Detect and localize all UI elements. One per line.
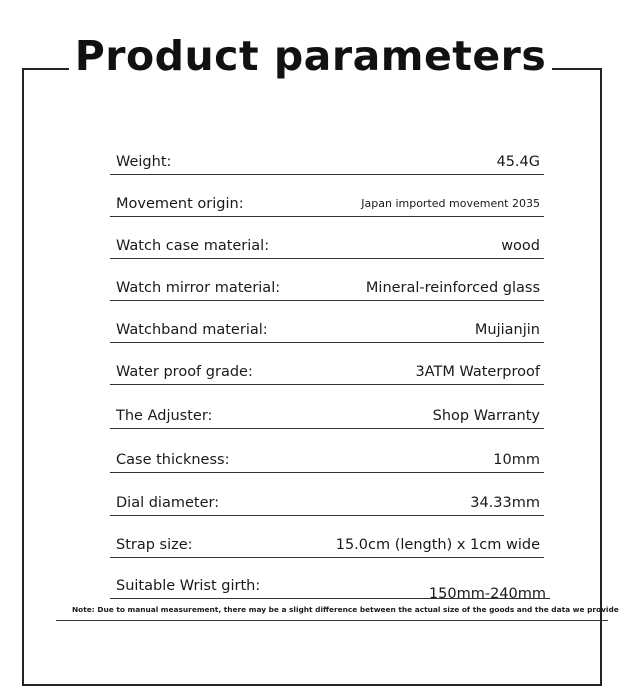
parameter-value: 45.4G <box>496 154 540 170</box>
parameter-row-mirror-material <box>110 274 544 301</box>
parameter-row-watchband-material <box>110 316 544 343</box>
parameter-value: Mineral-reinforced glass <box>365 280 540 296</box>
parameter-value: 3ATM Waterproof <box>415 364 540 380</box>
parameter-label: Weight: <box>116 154 172 170</box>
parameter-row-case-thickness <box>110 446 544 473</box>
parameter-value: Shop Warranty <box>432 408 540 424</box>
parameter-value: 150mm-240mm <box>428 586 546 602</box>
measurement-note: Note: Due to manual measurement, there may be a slight difference between the actual size of the goods and the data we provide <box>72 605 619 614</box>
parameter-row-wrist-girth <box>110 572 550 602</box>
parameter-label: Strap size: <box>116 537 193 553</box>
parameter-row-adjuster <box>110 402 544 429</box>
note-divider <box>56 620 608 621</box>
parameter-value: 15.0cm (length) x 1cm wide <box>335 537 540 553</box>
parameter-label: Movement origin: <box>116 196 244 212</box>
parameter-row-dial-diameter <box>110 489 544 516</box>
parameter-row-case-material <box>110 232 544 259</box>
parameter-label: Watchband material: <box>116 322 268 338</box>
parameter-row-strap-size <box>110 531 544 558</box>
title-container <box>0 30 621 82</box>
parameter-value: wood <box>501 238 540 254</box>
parameter-row-water-proof <box>110 358 544 385</box>
parameter-label: Dial diameter: <box>116 495 220 511</box>
parameter-value: Japan imported movement 2035 <box>361 197 540 210</box>
parameter-label: Case thickness: <box>116 452 230 468</box>
parameter-value: 10mm <box>493 452 540 468</box>
page-title: Product parameters <box>69 30 553 82</box>
parameter-value: 34.33mm <box>470 495 540 511</box>
parameter-label: Watch case material: <box>116 238 270 254</box>
parameter-label: Suitable Wrist girth: <box>116 578 261 594</box>
parameter-row-weight <box>110 148 544 175</box>
parameter-label: The Adjuster: <box>116 408 213 424</box>
parameter-row-movement-origin <box>110 190 544 217</box>
parameter-label: Water proof grade: <box>116 364 253 380</box>
parameter-label: Watch mirror material: <box>116 280 281 296</box>
parameter-value: Mujianjin <box>474 322 540 338</box>
